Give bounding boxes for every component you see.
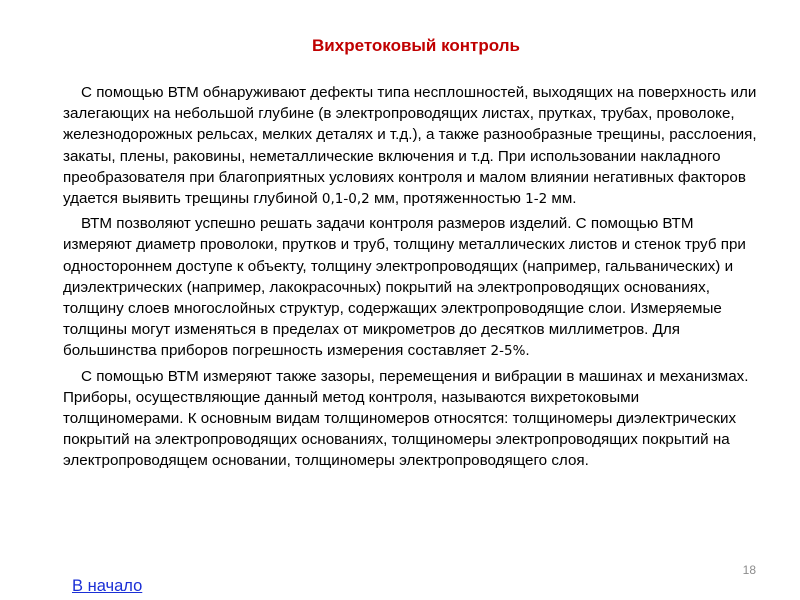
paragraph-thickness-gauges (63, 366, 763, 472)
text-segment: С помощью ВТМ обнаруживают дефекты типа несплошностей, выходящих на поверхность или залегающих на небольшой глубине (в электропроводящих листах, прутках, трубах, проволоке, железнодорожных рельсах, мелких деталях и т.д.), а также разнообразные трещины, расслоения, закаты, плены, раковины, неметаллические включения и т.д. При использовании накладного преобразователя при благоприятных условиях контроля и малом влиянии негативных факторов удается выявить трещины глубиной (63, 84, 757, 208)
page-number: 18 (742, 563, 756, 577)
slide-title: Вихретоковый контроль (312, 36, 520, 55)
back-to-start-link[interactable]: В начало (72, 577, 143, 595)
paragraph-defects (63, 82, 763, 210)
slide-body (63, 82, 763, 475)
text-segment: С помощью ВТМ измеряют также зазоры, перемещения и вибрации в машинах и механизмах. Приборы, осуществляющие данный метод контроля, называются вихретоковыми толщиномерами. К основным видам толщиномеров относятся: толщиномеры диэлектрических покрытий на электропроводящих основаниях, толщиномеры электропроводящих покрытий на электропроводящем основании, толщиномеры электропроводящего слоя. (63, 367, 749, 470)
paragraph-dimensions (63, 213, 763, 362)
text-segment: ВТМ позволяют успешно решать задачи контроля размеров изделий. С помощью ВТМ измеряют диаметр проволоки, прутков и труб, толщину металлических листов и стенок труб при одностороннем доступе к объекту, толщину электропроводящих (например, гальванических) и диэлектрических (например, лакокрасочных) покрытий на электропроводящих основаниях, толщину слоев многослойных структур, содержащих электропроводящие слои. Измеряемые толщины могут изменяться в пределах от микрометров до десятков миллиметров. Для большинства приборов погрешность измерения составляет (63, 215, 746, 360)
numeric-value: 1-2 (525, 191, 548, 208)
numeric-value: 2-5%. (490, 343, 530, 360)
text-segment: мм. (547, 190, 577, 208)
numeric-value: 0,1-0,2 (321, 191, 370, 208)
text-segment: мм, протяженностью (369, 190, 526, 208)
